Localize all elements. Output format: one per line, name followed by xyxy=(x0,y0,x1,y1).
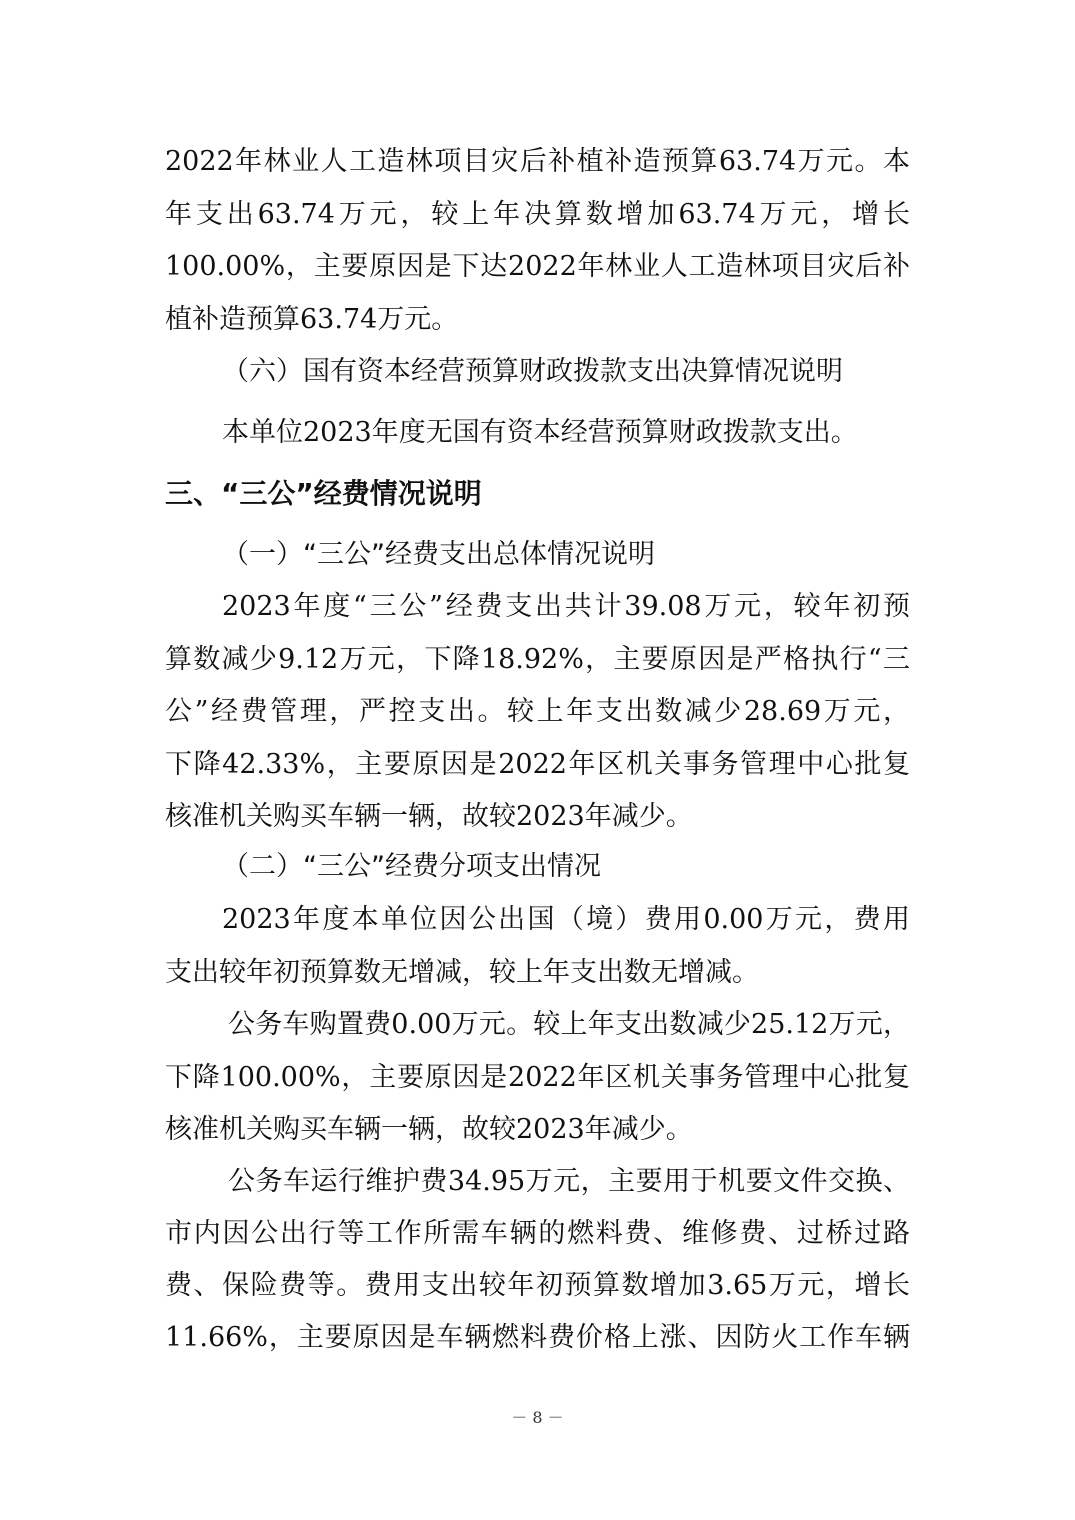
body-text-line: 市内因公出行等工作所需车辆的燃料费、维修费、过桥过路 xyxy=(165,1218,910,1249)
body-text-line: 植补造预算63.74万元。 xyxy=(165,304,459,335)
section-heading: （六）国有资本经营预算财政拨款支出决算情况说明 xyxy=(222,356,843,387)
body-text-line: 公务车购置费0.00万元。较上年支出数减少25.12万元， xyxy=(228,1009,910,1040)
major-heading: 三、“三公”经费情况说明 xyxy=(165,477,482,510)
body-text-line: 支出较年初预算数无增减，较上年支出数无增减。 xyxy=(165,957,759,988)
body-text-line: 核准机关购买车辆一辆，故较2023年减少。 xyxy=(165,801,693,832)
section-heading: （一）“三公”经费支出总体情况说明 xyxy=(222,539,655,570)
body-text-line: 费、保险费等。费用支出较年初预算数增加3.65万元，增长 xyxy=(165,1270,910,1301)
body-text-line: 算数减少9.12万元，下降18.92%，主要原因是严格执行“三 xyxy=(165,644,910,675)
body-text-line: 2023年度本单位因公出国（境）费用0.00万元，费用 xyxy=(222,904,910,935)
body-text-line: 11.66%，主要原因是车辆燃料费价格上涨、因防火工作车辆 xyxy=(165,1322,910,1353)
body-text-line: 下降100.00%，主要原因是2022年区机关事务管理中心批复 xyxy=(165,1062,910,1093)
body-text-line: 下降42.33%，主要原因是2022年区机关事务管理中心批复 xyxy=(165,749,910,780)
body-text-line: 2023年度“三公”经费支出共计39.08万元，较年初预 xyxy=(222,591,910,622)
body-text-line: 100.00%，主要原因是下达2022年林业人工造林项目灾后补 xyxy=(165,251,910,282)
section-heading: （二）“三公”经费分项支出情况 xyxy=(222,851,601,882)
body-text-line: 公务车运行维护费34.95万元，主要用于机要文件交换、 xyxy=(228,1166,910,1197)
body-text-line: 公”经费管理，严控支出。较上年支出数减少28.69万元， xyxy=(165,696,910,727)
body-text-line: 核准机关购买车辆一辆，故较2023年减少。 xyxy=(165,1114,693,1145)
page-number: － 8 － xyxy=(511,1408,564,1427)
body-text-line: 年支出63.74万元，较上年决算数增加63.74万元，增长 xyxy=(165,199,910,230)
body-text-line: 本单位2023年度无国有资本经营预算财政拨款支出。 xyxy=(222,417,858,448)
body-text-line: 2022年林业人工造林项目灾后补植补造预算63.74万元。本 xyxy=(165,146,910,177)
